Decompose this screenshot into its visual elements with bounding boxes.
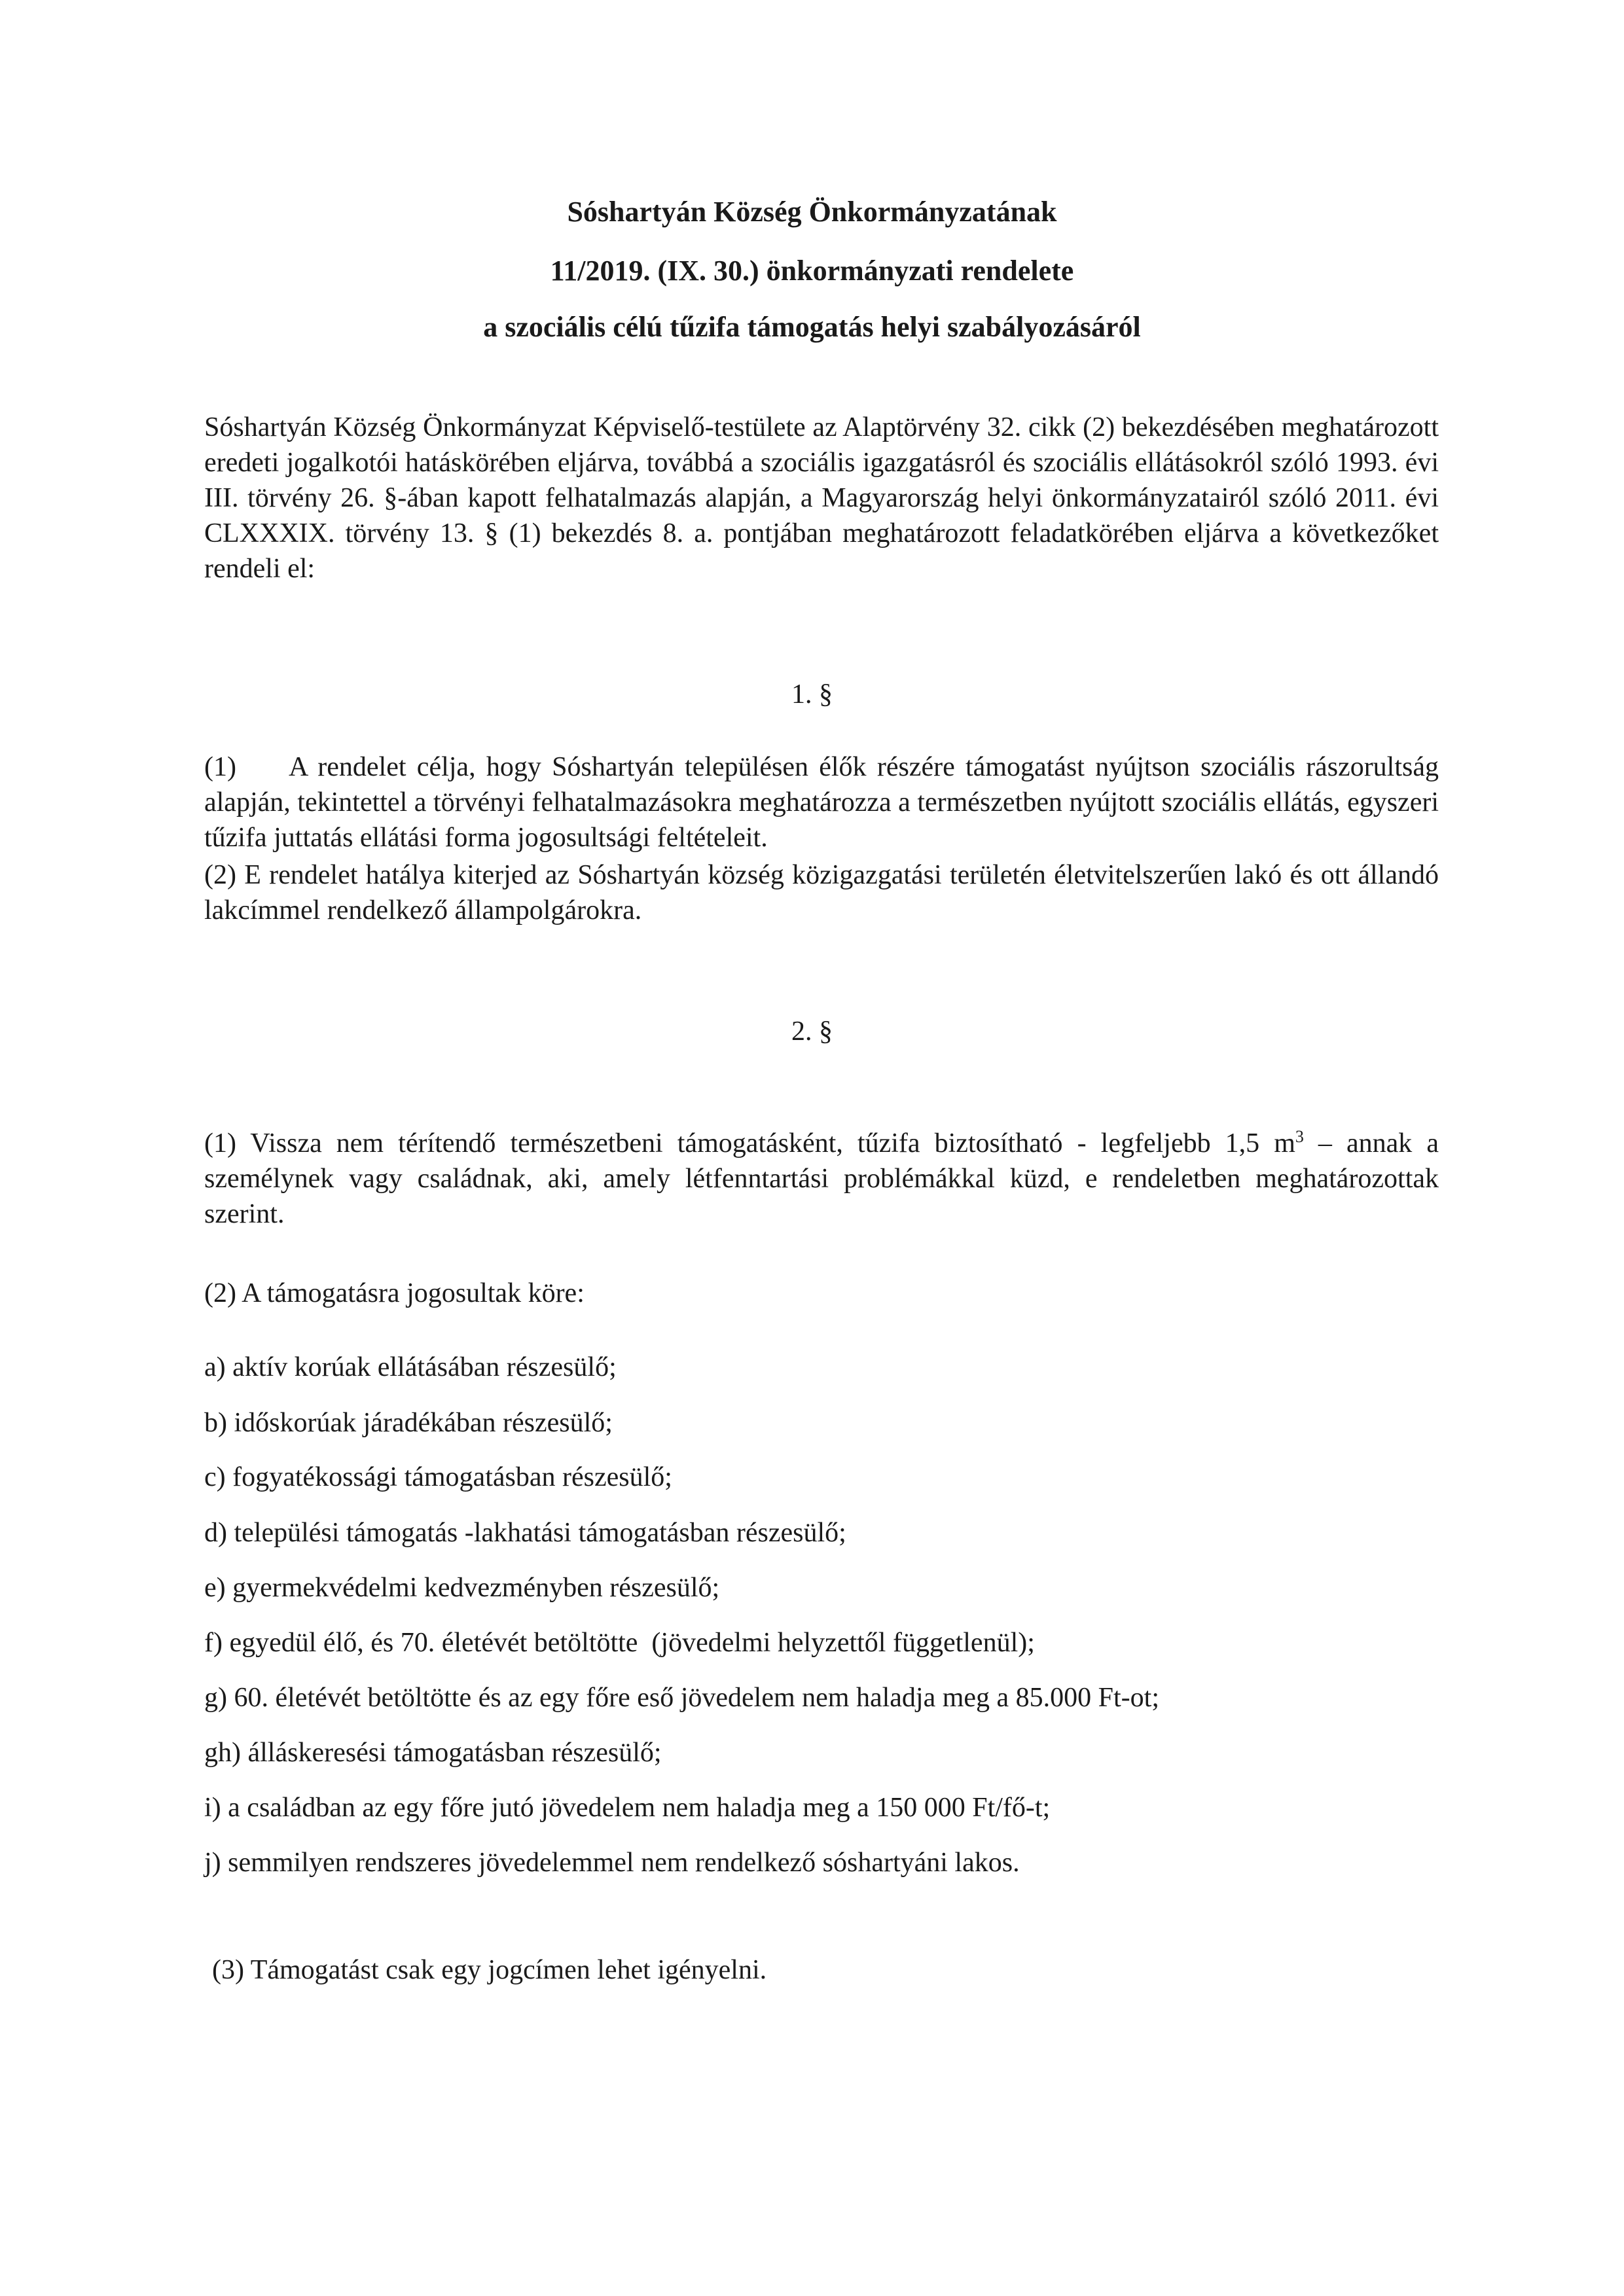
section-1-paragraph-1 bbox=[204, 749, 1439, 855]
list-item: e) gyermekvédelmi kedvezményben részesülő; bbox=[204, 1573, 720, 1603]
list-item: f) egyedül élő, és 70. életévét betöltötte (jövedelmi helyzettől függetlenül); bbox=[204, 1628, 1035, 1658]
document-title-subject: a szociális célú tűzifa támogatás helyi szabályozásáról bbox=[483, 311, 1141, 343]
document-title-decree-number: 11/2019. (IX. 30.) önkormányzati rendelete bbox=[550, 255, 1074, 287]
section-2-paragraph-2: (2) A támogatásra jogosultak köre: bbox=[204, 1278, 585, 1308]
paragraph-number: (1) bbox=[204, 752, 236, 782]
list-item: j) semmilyen rendszeres jövedelemmel nem rendelkező sóshartyáni lakos. bbox=[204, 1848, 1020, 1878]
section-2-paragraph-1 bbox=[204, 1126, 1439, 1232]
paragraph-text-end: – annak a személynek vagy családnak, aki, amely létfenntartási problémákkal küzd, e rendeletben meghatározottak szerint. bbox=[204, 1128, 1439, 1229]
document-title-municipality: Sóshartyán Község Önkormányzatának bbox=[567, 196, 1057, 228]
section-1-heading: 1. § bbox=[791, 679, 833, 709]
list-item: d) települési támogatás -lakhatási támogatásban részesülő; bbox=[204, 1518, 846, 1548]
section-2-paragraph-3: (3) Támogatást csak egy jogcímen lehet igényelni. bbox=[212, 1955, 767, 1985]
section-2-heading: 2. § bbox=[791, 1016, 833, 1047]
list-item: c) fogyatékossági támogatásban részesülő; bbox=[204, 1462, 672, 1492]
paragraph-text: A rendelet célja, hogy Sóshartyán településen élők részére támogatást nyújtson szociális rászorultság alapján, tekintettel a törvényi felhatalmazásokra meghatározza a természetben nyújtott szociális ellátás, egyszeri tűzifa juttatás ellátási forma jogosultsági feltételeit. bbox=[204, 752, 1439, 853]
list-item: g) 60. életévét betöltötte és az egy főre eső jövedelem nem haladja meg a 85.000 Ft-ot; bbox=[204, 1683, 1160, 1713]
list-item: b) időskorúak járadékában részesülő; bbox=[204, 1408, 613, 1438]
section-1-paragraph-2: (2) E rendelet hatálya kiterjed az Sóshartyán község közigazgatási területén életvitelszerűen lakó és ott állandó lakcímmel rendelkező állampolgárokra. bbox=[204, 860, 1439, 925]
list-item: gh) álláskeresési támogatásban részesülő; bbox=[204, 1738, 662, 1768]
cubic-superscript: 3 bbox=[1295, 1127, 1304, 1146]
list-item: i) a családban az egy főre jutó jövedelem nem haladja meg a 150 000 Ft/fő-t; bbox=[204, 1793, 1051, 1823]
preamble-paragraph: Sóshartyán Község Önkormányzat Képviselő-testülete az Alaptörvény 32. cikk (2) bekezdésében meghatározott eredeti jogalkotói hatáskörében eljárva, továbbá a szociális igazgatásról és szociális ellátásokról szóló 1993. évi III. törvény 26. §-ában kapott felhatalmazás alapján, a Magyarország helyi önkormányzatairól szóló 2011. évi CLXXXIX. törvény 13. § (1) bekezdés 8. a. pontjában meghatározott feladatkörében eljárva a következőket rendeli el: bbox=[204, 412, 1439, 584]
paragraph-text-start: (1) Vissza nem térítendő természetbeni támogatásként, tűzifa biztosítható - legfeljebb 1,5 m bbox=[204, 1128, 1295, 1158]
list-item: a) aktív korúak ellátásában részesülő; bbox=[204, 1352, 617, 1382]
